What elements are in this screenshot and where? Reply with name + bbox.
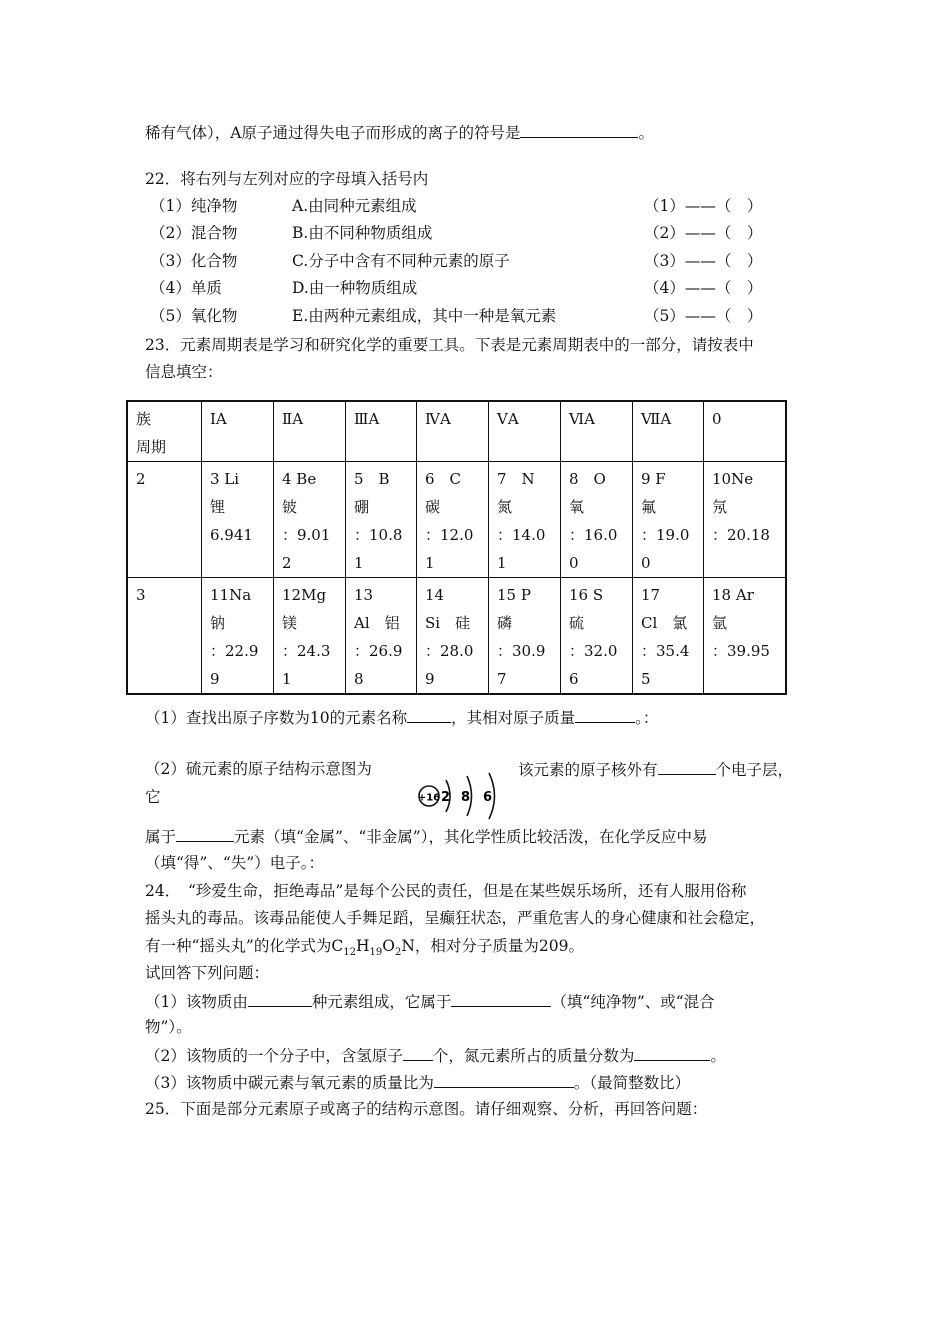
element-cell-si	[417, 578, 489, 695]
element-name: 氖	[712, 498, 728, 516]
element-name: 碳	[425, 498, 441, 516]
formula-text: 有一种“摇头丸”的化学式为C	[145, 937, 344, 955]
element-mass: 6.941	[210, 526, 253, 544]
match-answer[interactable]: （3）——（ ）	[644, 252, 763, 270]
element-cell-c	[417, 462, 489, 578]
q23-sub2-line2	[145, 825, 707, 848]
element-cell-p	[489, 578, 561, 695]
q23-sub1	[145, 706, 658, 729]
element-mass: ：39.95	[712, 642, 770, 660]
group-header: ⅡA	[274, 401, 346, 462]
header-group-label: 族	[136, 410, 152, 428]
answer-blank-atomic-mass[interactable]	[575, 706, 635, 723]
q25-line1: 25．下面是部分元素原子或离子的结构示意图。请仔细观察、分析，再回答问题：	[145, 1100, 708, 1118]
answer-blank-element-name[interactable]	[407, 706, 451, 723]
match-mid: B.由不同种物质组成	[292, 224, 433, 242]
group-header: ⅦA	[633, 401, 704, 462]
element-mass-tail: 0	[641, 554, 651, 572]
element-symbol: 16 S	[569, 586, 604, 604]
match-left: （4）单质	[150, 279, 222, 297]
answer-blank-element-count[interactable]	[248, 990, 312, 1007]
element-cell-s	[561, 578, 633, 695]
match-answer[interactable]: （2）——（ ）	[644, 224, 763, 242]
element-symbol: 7 N	[497, 470, 535, 488]
element-cell-ar	[704, 578, 787, 695]
element-cell-be	[274, 462, 346, 578]
match-row-2	[150, 222, 790, 244]
element-cell-o	[561, 462, 633, 578]
element-name: Cl 氯	[641, 614, 688, 632]
group-header: ⅤA	[489, 401, 561, 462]
element-mass-tail: 1	[425, 554, 435, 572]
q24-sub1-text-2: 种元素组成，它属于	[311, 993, 452, 1011]
element-symbol: 13	[354, 586, 374, 604]
element-cell-mg	[274, 578, 346, 695]
element-mass: ：28.0	[425, 642, 474, 660]
period-label: 2	[127, 462, 202, 578]
element-name: Si 硅	[425, 614, 471, 632]
element-mass: ：12.0	[425, 526, 474, 544]
element-symbol: 4 Be	[282, 470, 317, 488]
match-mid: D.由一种物质组成	[292, 279, 418, 297]
shell-electrons-2: 8	[461, 790, 471, 805]
q23-sub2-cont: 它	[145, 788, 161, 806]
element-mass-tail: 9	[210, 670, 220, 688]
answer-blank-metal-type[interactable]	[176, 825, 234, 842]
match-mid: C.分子中含有不同种元素的原子	[292, 252, 510, 270]
match-answer[interactable]: （1）——（ ）	[644, 197, 763, 215]
formula-o: O	[382, 937, 395, 955]
q24-line1: 24． “珍爱生命，拒绝毒品”是每个公民的责任，但是在某些娱乐场所，还有人服用俗称	[145, 882, 747, 900]
match-row-5	[150, 305, 790, 327]
q24-sub3-end: 。（最简整数比）	[573, 1074, 691, 1092]
match-left: （3）化合物	[150, 252, 238, 270]
q23-sub2-text: （2）硫元素的原子结构示意图为	[145, 760, 372, 778]
header-corner	[127, 401, 202, 462]
element-cell-ne	[704, 462, 787, 578]
element-symbol: 17	[641, 586, 661, 604]
table-header-row	[127, 401, 786, 462]
match-mid: E.由两种元素组成，其中一种是氧元素	[292, 307, 557, 325]
element-cell-f	[633, 462, 704, 578]
element-mass: ：14.0	[497, 526, 546, 544]
q23-sub2-text-2: 该元素的原子核外有	[518, 761, 658, 779]
shell-electrons-1: 2	[441, 790, 451, 805]
element-name: 氟	[641, 498, 657, 516]
q24-sub1-text: （1）该物质由	[145, 993, 248, 1011]
element-mass-tail: 7	[497, 670, 507, 688]
element-symbol: 9 F	[641, 470, 666, 488]
formula-sub-h: 19	[369, 947, 383, 959]
answer-blank-substance-type[interactable]	[451, 990, 551, 1007]
sulfur-atom-diagram	[412, 771, 508, 823]
answer-blank-mass-ratio[interactable]	[434, 1071, 574, 1088]
element-symbol: 10Ne	[712, 470, 754, 488]
element-mass-tail: 2	[282, 554, 292, 572]
element-cell-b	[346, 462, 417, 578]
intro-text: 稀有气体），A原子通过得失电子而形成的离子的符号是	[145, 124, 521, 142]
q24-sub2	[145, 1044, 726, 1067]
element-cell-cl	[633, 578, 704, 695]
formula-sub-c: 12	[343, 947, 356, 959]
element-symbol: 15 P	[497, 586, 531, 604]
q23-sub2-line3: （填“得”、“失”）电子。：	[145, 854, 324, 872]
element-name: 氩	[712, 614, 728, 632]
element-mass: ：22.9	[210, 642, 259, 660]
element-cell-al	[346, 578, 417, 695]
q24-sub1	[145, 990, 715, 1013]
element-symbol: 11Na	[210, 586, 252, 604]
element-symbol: 5 B	[354, 470, 390, 488]
q23-title-1: 23．元素周期表是学习和研究化学的重要工具。下表是元素周期表中的一部分，请按表中	[145, 336, 754, 354]
intro-line	[145, 121, 654, 144]
element-symbol: 18 Ar	[712, 586, 754, 604]
q23-title-2: 信息填空：	[145, 363, 223, 381]
table-row-period-2	[127, 462, 786, 578]
element-mass: ：32.0	[569, 642, 618, 660]
element-mass: ：19.0	[641, 526, 690, 544]
element-mass: ：30.9	[497, 642, 546, 660]
element-name: 磷	[497, 614, 513, 632]
formula-sub-o: 2	[394, 947, 402, 959]
match-left: （5）氧化物	[150, 307, 238, 325]
element-mass-tail: 1	[497, 554, 507, 572]
q24-line4: 试回答下列问题：	[145, 964, 270, 982]
q23-sub1-end: 。：	[635, 709, 659, 727]
element-mass: ：9.01	[282, 526, 331, 544]
element-mass-tail: 1	[282, 670, 292, 688]
nucleus-charge: +16	[417, 792, 441, 804]
group-header: 0	[704, 401, 787, 462]
group-header: ⅢA	[346, 401, 417, 462]
q24-sub1-text-3: （填“纯净物”、或“混合	[551, 993, 715, 1011]
match-answer[interactable]: （4）——（ ）	[644, 279, 763, 297]
q23-sub2-text-5: 元素（填“金属”、“非金属”），其化学性质比较活泼，在化学反应中易	[234, 828, 708, 846]
q23-sub2	[145, 758, 372, 780]
intro-end: 。	[638, 124, 654, 142]
q24-sub1-cont: 物”）。	[145, 1018, 192, 1036]
element-name: 硫	[569, 614, 585, 632]
q24-sub2-end: 。	[710, 1047, 726, 1065]
match-row-4	[150, 277, 790, 299]
answer-blank-hydrogen-count[interactable]	[403, 1044, 433, 1061]
q24-line3	[145, 935, 584, 964]
header-period-label: 周期	[136, 438, 167, 456]
q24-sub2-text-2: 个，氮元素所占的质量分数为	[432, 1047, 635, 1065]
element-name: 硼	[354, 498, 370, 516]
element-mass-tail: 1	[354, 554, 364, 572]
element-name: 锂	[210, 498, 226, 516]
answer-blank-ion-symbol[interactable]	[520, 121, 638, 138]
periodic-table	[126, 400, 787, 695]
element-cell-li	[202, 462, 274, 578]
element-symbol: 6 C	[425, 470, 462, 488]
q24-line2: 摇头丸的毒品。该毒品能使人手舞足蹈，呈癫狂状态，严重危害人的身心健康和社会稳定，	[145, 909, 766, 927]
formula-h: H	[355, 937, 370, 955]
element-name: Al 铝	[354, 614, 400, 632]
table-row-period-3	[127, 578, 786, 695]
group-header: ⅥA	[561, 401, 633, 462]
element-mass: ：26.9	[354, 642, 403, 660]
element-cell-na	[202, 578, 274, 695]
q24-sub3	[145, 1071, 690, 1094]
q22-title: 22．将右列与左列对应的字母填入括号内	[145, 170, 429, 188]
element-name: 钠	[210, 614, 226, 632]
group-header: ⅠA	[202, 401, 274, 462]
q23-sub2-right	[518, 758, 793, 781]
element-symbol: 8 O	[569, 470, 606, 488]
match-left: （2）混合物	[150, 224, 238, 242]
element-mass: ：10.8	[354, 526, 403, 544]
element-cell-n	[489, 462, 561, 578]
element-symbol: 12Mg	[282, 586, 327, 604]
element-symbol: 3 Li	[210, 470, 240, 488]
group-header: ⅣA	[417, 401, 489, 462]
element-mass-tail: 5	[641, 670, 651, 688]
element-mass: ：24.3	[282, 642, 331, 660]
match-row-3	[150, 250, 790, 272]
element-name: 铍	[282, 498, 298, 516]
q23-sub1-text: （1）查找出原子序数为10的元素名称	[145, 709, 408, 727]
match-mid: A.由同种元素组成	[292, 197, 417, 215]
q24-sub3-text: （3）该物质中碳元素与氧元素的质量比为	[145, 1074, 434, 1092]
q24-sub2-text: （2）该物质的一个分子中，含氢原子	[145, 1047, 403, 1065]
match-left: （1）纯净物	[150, 197, 238, 215]
element-mass: ：35.4	[641, 642, 690, 660]
element-name: 镁	[282, 614, 298, 632]
answer-blank-shell-count[interactable]	[658, 758, 716, 775]
element-symbol: 14	[425, 586, 445, 604]
element-mass-tail: 8	[354, 670, 364, 688]
answer-blank-nitrogen-fraction[interactable]	[634, 1044, 710, 1061]
element-mass-tail: 9	[425, 670, 435, 688]
element-name: 氧	[569, 498, 585, 516]
element-mass-tail: 6	[569, 670, 579, 688]
match-row-1	[150, 195, 790, 217]
element-name: 氮	[497, 498, 513, 516]
period-label: 3	[127, 578, 202, 695]
q23-sub1-text-2: ，其相对原子质量	[451, 709, 576, 727]
q23-sub2-text-4: 属于	[145, 828, 177, 846]
element-mass: ：20.18	[712, 526, 770, 544]
match-answer[interactable]: （5）——（ ）	[644, 307, 763, 325]
formula-tail: N，相对分子质量为209。	[401, 937, 584, 955]
shell-electrons-3: 6	[483, 790, 493, 805]
q23-sub2-text-3: 个电子层，	[715, 761, 794, 779]
element-mass-tail: 0	[569, 554, 579, 572]
element-mass: ：16.0	[569, 526, 618, 544]
